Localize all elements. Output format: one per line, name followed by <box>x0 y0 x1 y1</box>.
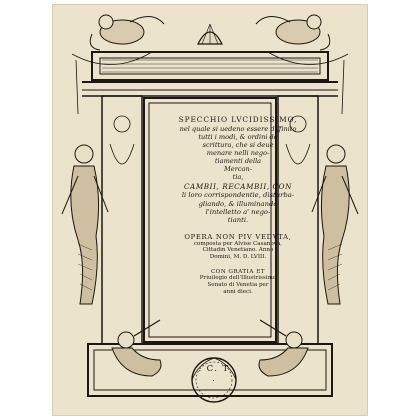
subtitle: nel quale si uedeno essere diffinito tutti i modi, & ordini de scrittura, che si deue menare nelli nego- tiamenti della Mercan- tia, <box>179 124 297 181</box>
privilege-text: Priuilegio dell'Illustrissimo Senato di Venetia per anni dieci. <box>199 275 277 296</box>
privilege-heading: CON GRATIA ET <box>210 269 266 276</box>
author-imprint: composta per Alvise Casanova, Cittadin Venetiano. Anno Domini, M. D. LVIII. <box>193 240 283 261</box>
book-title: SPECCHIO LVCIDISSIMO, <box>178 115 298 124</box>
left-pillar-medallion <box>114 116 130 132</box>
left-satyr-figure-icon <box>62 145 108 304</box>
scallop-shell-icon <box>198 24 222 44</box>
title-text-block <box>172 110 304 336</box>
top-right-putto-icon <box>256 15 330 50</box>
right-satyr-figure-icon <box>312 145 358 304</box>
top-left-putto-icon <box>90 15 164 50</box>
left-pillar <box>102 96 142 344</box>
bottom-left-reclining-figure-icon <box>112 320 161 376</box>
printer-monogram: . C. T . <box>198 364 230 384</box>
top-entablature <box>92 52 328 80</box>
cambii-heading: CAMBII, RECAMBII, CON <box>183 181 293 191</box>
title-page <box>52 4 368 416</box>
entablature-hatching <box>102 60 318 72</box>
description-italic: li loro corrispondentie, disturba- gliando, & illuminando l'intelletto a' nego- tianti. <box>181 191 295 225</box>
opera-line: OPERA NON PIV VEDVTA, <box>184 232 292 241</box>
